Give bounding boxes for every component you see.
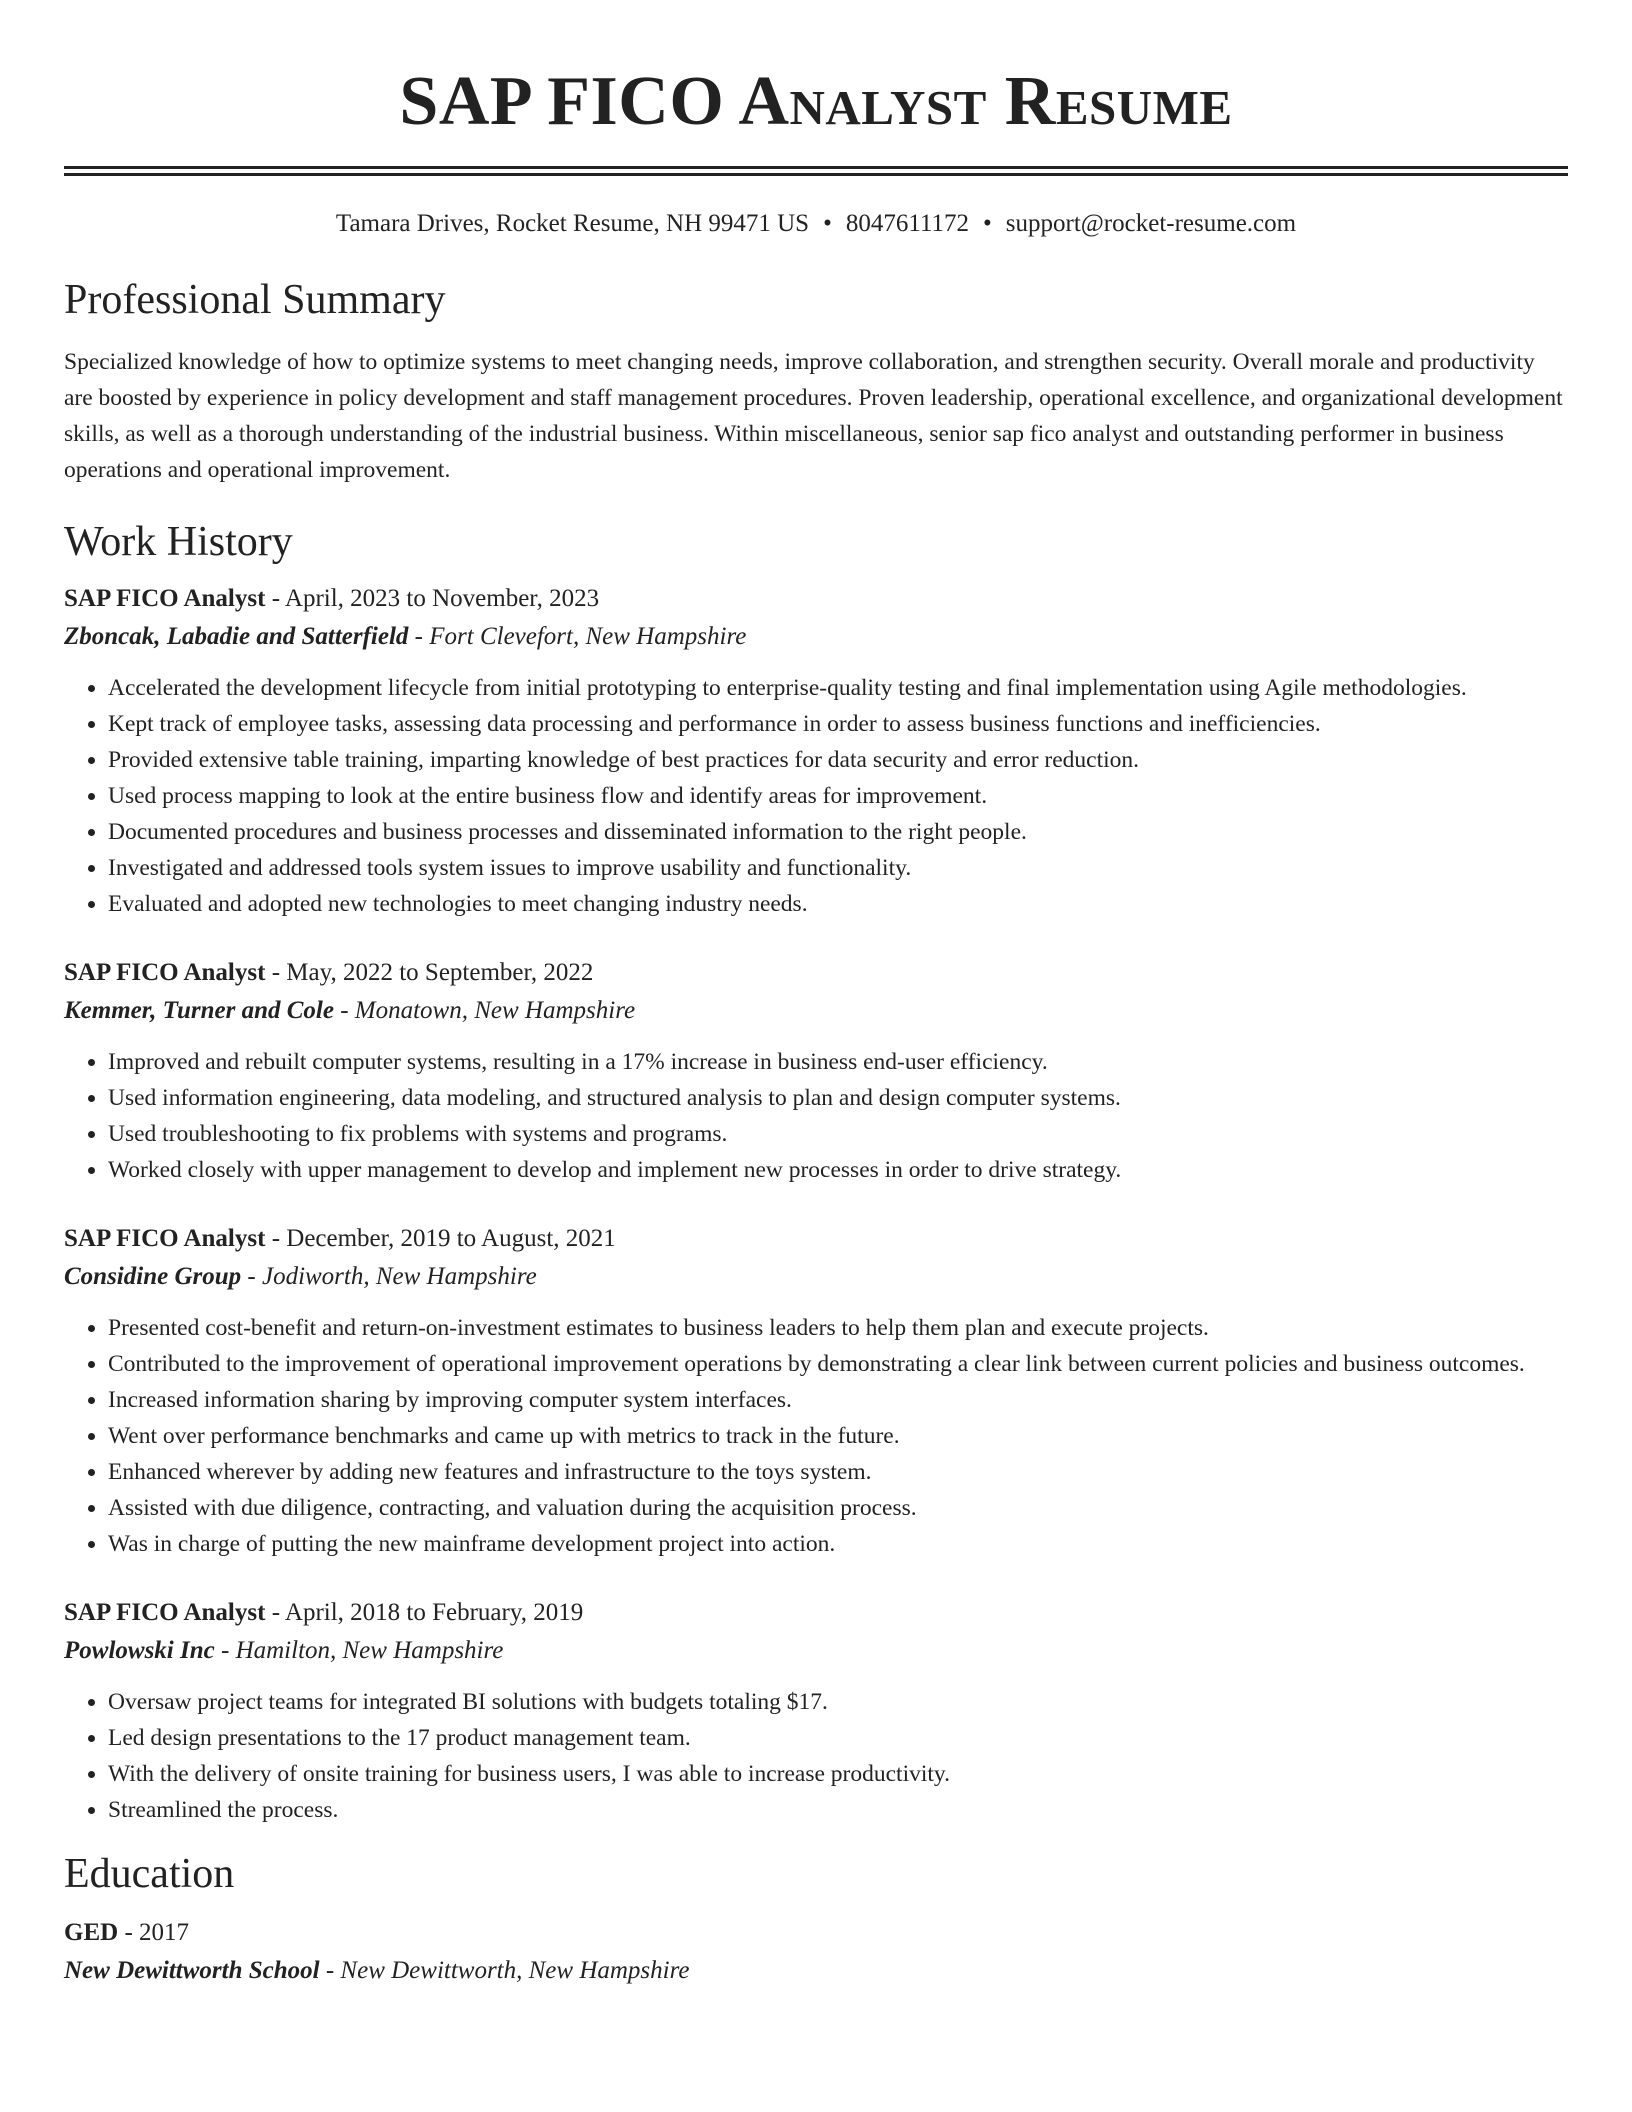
job-bullet: • Oversaw project teams for integrated BI solutions with budgets totaling $17. (108, 1684, 1568, 1720)
contact-phone: 8047611172 (845, 210, 970, 237)
title-double-rule (64, 166, 1568, 176)
job-bullet: • Was in charge of putting the new mainframe development project into action. (108, 1526, 1568, 1562)
job-bullet: • Improved and rebuilt computer systems, resulting in a 17% increase in business end-user efficiency. (108, 1044, 1568, 1080)
job-bullet: • With the delivery of onsite training for business users, I was able to increase productivity. (108, 1756, 1568, 1792)
job-header: SAP FICO Analyst - April, 2023 to November, 2023 (64, 585, 600, 612)
job-bullet: • Streamlined the process. (108, 1792, 1568, 1828)
contact-address: Tamara Drives, Rocket Resume, NH 99471 US (335, 210, 810, 237)
job-bullet: • Went over performance benchmarks and came up with metrics to track in the future. (108, 1418, 1568, 1454)
education-school: New Dewittworth School (64, 1957, 320, 1984)
summary-section (64, 274, 1568, 488)
job-header: SAP FICO Analyst - December, 2019 to August, 2021 (64, 1225, 616, 1252)
job-bullets (64, 1310, 1568, 1562)
job-dates: April, 2023 to November, 2023 (284, 585, 600, 612)
job-company-line: Kemmer, Turner and Cole - Monatown, New Hampshire (64, 997, 636, 1024)
job-bullet: • Kept track of employee tasks, assessing data processing and performance in order to assess business functions and inefficiencies. (108, 706, 1568, 742)
resume-title: SAP FICO Analyst Resume (399, 63, 1233, 140)
education-year: 2017 (139, 1919, 190, 1946)
job-dates: December, 2019 to August, 2021 (286, 1225, 616, 1252)
summary-heading: Professional Summary (64, 277, 446, 323)
job-bullet: • Presented cost-benefit and return-on-investment estimates to business leaders to help them plan and execute projects. (108, 1310, 1568, 1346)
job-entry (64, 1594, 1568, 1828)
job-bullets (64, 1684, 1568, 1828)
job-location: Fort Clevefort, New Hampshire (429, 623, 747, 650)
job-header: SAP FICO Analyst - April, 2018 to February, 2019 (64, 1599, 584, 1626)
education-location: New Dewittworth, New Hampshire (340, 1957, 690, 1984)
education-school-line: New Dewittworth School - New Dewittworth, New Hampshire (64, 1957, 690, 1984)
summary-text: Specialized knowledge of how to optimize systems to meet changing needs, improve collaboration, and strengthen security. Overall morale and productivity are boosted by experience in policy development and staff management procedures. Proven leadership, operational excellence, and organizational development skills, as well as a thorough understanding of the industrial business. Within miscellaneous, senior sap fico analyst and outstanding performer in business operations and operational improvement. (64, 349, 1563, 483)
contact-line (64, 206, 1568, 242)
job-bullet: • Investigated and addressed tools system issues to improve usability and functionality. (108, 850, 1568, 886)
job-bullet: • Documented procedures and business processes and disseminated information to the right people. (108, 814, 1568, 850)
work-history-section (64, 516, 1568, 1828)
job-bullet: • Enhanced wherever by adding new features and infrastructure to the toys system. (108, 1454, 1568, 1490)
contact-separator: • (823, 210, 832, 237)
work-history-heading: Work History (64, 519, 293, 565)
job-role: SAP FICO Analyst (64, 1225, 266, 1252)
job-bullet: • Used process mapping to look at the entire business flow and identify areas for improvement. (108, 778, 1568, 814)
job-bullets (64, 670, 1568, 922)
job-location: Hamilton, New Hampshire (235, 1637, 504, 1664)
job-bullet: • Increased information sharing by improving computer system interfaces. (108, 1382, 1568, 1418)
job-bullets (64, 1044, 1568, 1188)
job-company-line: Powlowski Inc - Hamilton, New Hampshire (64, 1637, 504, 1664)
job-bullet: • Assisted with due diligence, contracting, and valuation during the acquisition process. (108, 1490, 1568, 1526)
job-company-line: Zboncak, Labadie and Satterfield - Fort Clevefort, New Hampshire (64, 623, 747, 650)
education-heading: Education (64, 1851, 235, 1897)
job-bullet: • Provided extensive table training, imparting knowledge of best practices for data security and error reduction. (108, 742, 1568, 778)
job-location: Monatown, New Hampshire (354, 997, 636, 1024)
job-bullet: • Contributed to the improvement of operational improvement operations by demonstrating a clear link between current policies and business outcomes. (108, 1346, 1568, 1382)
job-role: SAP FICO Analyst (64, 959, 266, 986)
education-section (64, 1848, 1568, 1990)
job-company: Kemmer, Turner and Cole (64, 997, 334, 1024)
job-company: Powlowski Inc (64, 1637, 215, 1664)
job-bullet: • Worked closely with upper management to develop and implement new processes in order to drive strategy. (108, 1152, 1568, 1188)
education-header: GED - 2017 (64, 1919, 190, 1946)
contact-email: support@rocket-resume.com (1005, 210, 1297, 237)
job-header: SAP FICO Analyst - May, 2022 to September, 2022 (64, 959, 594, 986)
job-entry (64, 954, 1568, 1188)
job-bullet: • Accelerated the development lifecycle from initial prototyping to enterprise-quality testing and final implementation using Agile methodologies. (108, 670, 1568, 706)
job-bullet: • Led design presentations to the 17 product management team. (108, 1720, 1568, 1756)
education-entry (64, 1914, 1568, 1990)
contact-separator: • (983, 210, 992, 237)
job-entry (64, 580, 1568, 922)
job-location: Jodiworth, New Hampshire (261, 1263, 537, 1290)
job-dates: May, 2022 to September, 2022 (286, 959, 594, 986)
job-bullet: • Used troubleshooting to fix problems with systems and programs. (108, 1116, 1568, 1152)
job-company: Zboncak, Labadie and Satterfield (64, 623, 409, 650)
job-role: SAP FICO Analyst (64, 585, 266, 612)
education-degree: GED (64, 1919, 119, 1946)
job-company: Considine Group (64, 1263, 242, 1290)
job-bullet: • Used information engineering, data modeling, and structured analysis to plan and design computer systems. (108, 1080, 1568, 1116)
job-entry (64, 1220, 1568, 1562)
job-dates: April, 2018 to February, 2019 (284, 1599, 584, 1626)
job-bullet: • Evaluated and adopted new technologies to meet changing industry needs. (108, 886, 1568, 922)
job-role: SAP FICO Analyst (64, 1599, 266, 1626)
job-company-line: Considine Group - Jodiworth, New Hampshire (64, 1263, 537, 1290)
